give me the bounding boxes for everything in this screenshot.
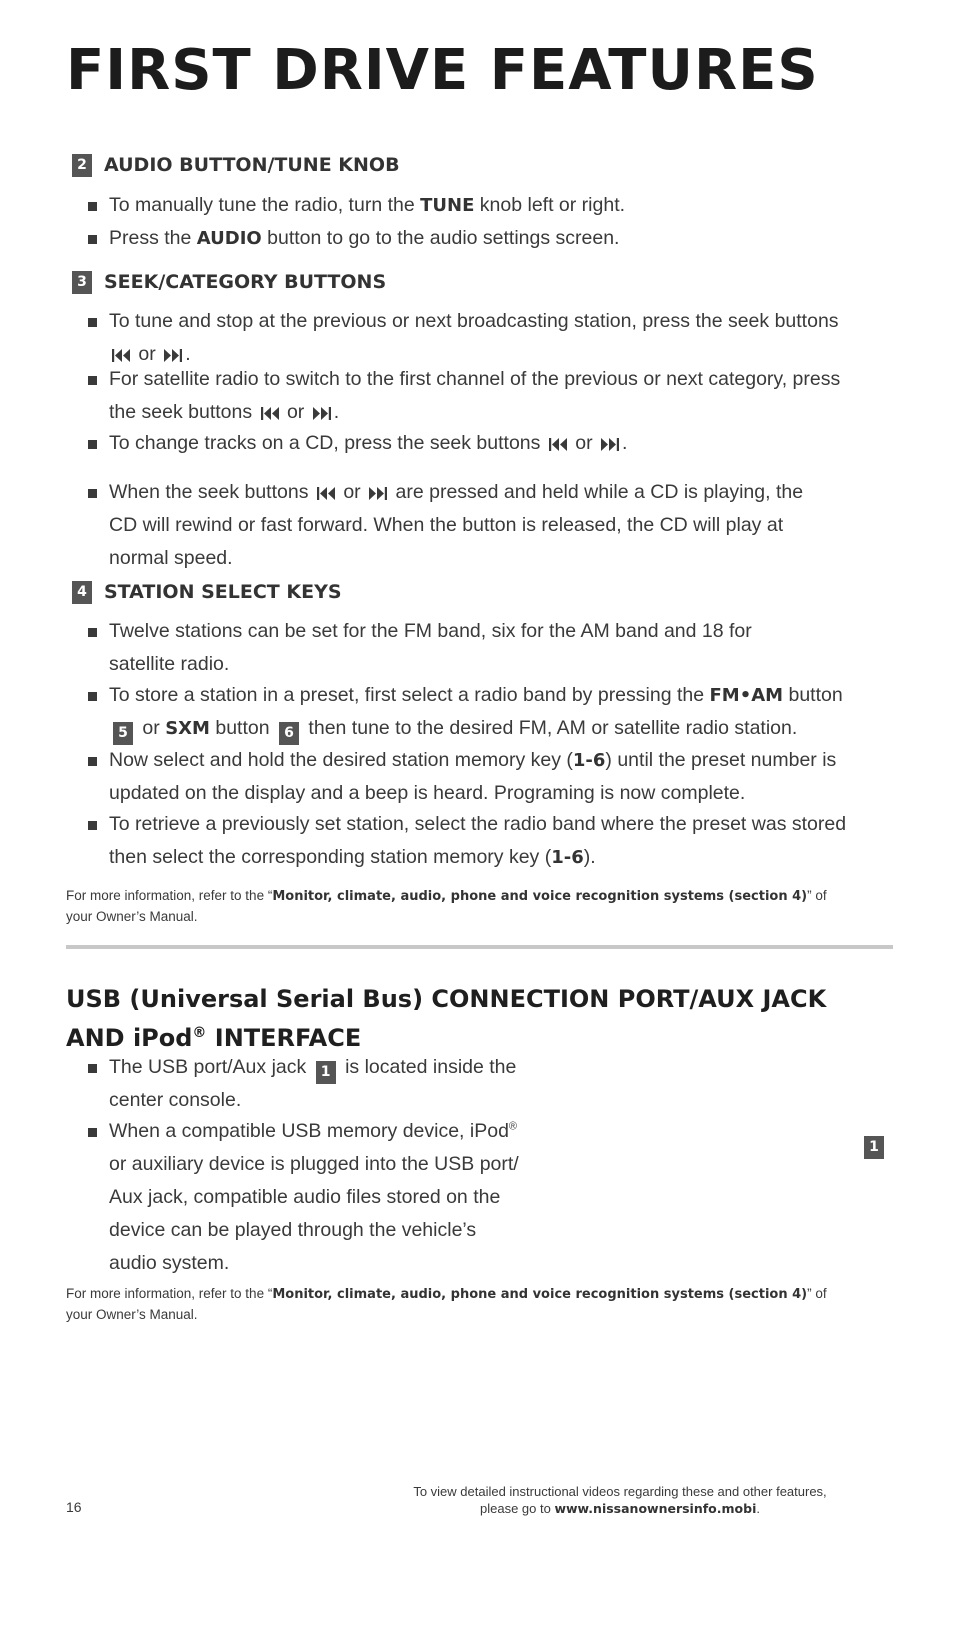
callout-badge-2: 2 (72, 154, 92, 177)
section-2-title: AUDIO BUTTON/TUNE KNOB (104, 154, 400, 176)
seek-back-icon (317, 487, 335, 500)
section-4-heading (72, 578, 342, 606)
sec3-bullet-1: To tune and stop at the previous or next broadcasting station, press the seek buttons or . (109, 310, 839, 365)
callout-badge-1: 1 (316, 1061, 336, 1084)
sec4-bullet-1: Twelve stations can be set for the FM band, six for the AM band and 18 for satellite radio. (109, 620, 752, 675)
seek-back-icon (549, 438, 567, 451)
sec2-bullet-1: To manually tune the radio, turn the TUNE knob left or right. (109, 194, 626, 216)
bullet-icon (88, 1064, 97, 1073)
sec4-bullet-4: To retrieve a previously set station, select the radio band where the preset was stored then select the corresponding station memory key (1-6). (109, 813, 847, 868)
seek-forward-icon (601, 438, 619, 451)
callout-badge-5: 5 (113, 722, 133, 745)
bullet-icon (88, 821, 97, 830)
callout-badge-6: 6 (279, 722, 299, 745)
bullet-icon (88, 202, 97, 211)
bullet-icon (88, 757, 97, 766)
image-callout-badge-1: 1 (864, 1136, 884, 1159)
usb-section-title: USB (Universal Serial Bus) CONNECTION PORT/AUX JACK AND iPod® INTERFACE (66, 985, 827, 1052)
sec3-bullet-2: For satellite radio to switch to the first channel of the previous or next category, press the seek buttons or . (109, 368, 841, 423)
sec4-bullet-2: To store a station in a preset, first select a radio band by pressing the FM•AM button 5 or SXM button 6 then tune to the desired FM, AM or satellite radio station. (109, 679, 843, 745)
usb-bullet-1: The USB port/Aux jack 1 is located inside the center console. (109, 1056, 517, 1111)
bullet-icon (88, 376, 97, 385)
bullet-icon (88, 489, 97, 498)
page-title: FIRST DRIVE FEATURES (66, 38, 819, 103)
bullet-icon (88, 628, 97, 637)
sec4-bullet-3: Now select and hold the desired station memory key (1-6) until the preset number is updated on the display and a beep is heard. Programing is now complete. (109, 749, 837, 804)
seek-back-icon (261, 407, 279, 420)
section-divider (66, 945, 893, 949)
seek-forward-icon (369, 487, 387, 500)
bullet-icon (88, 318, 97, 327)
footer-note: To view detailed instructional videos regarding these and other features, please go to www.nissanownersinfo.mobi. (413, 1484, 827, 1516)
reference-note: For more information, refer to the “Monitor, climate, audio, phone and voice recognition systems (section 4)” of your Owner’s Manual. (66, 1286, 827, 1322)
bullet-icon (88, 235, 97, 244)
sec3-bullet-3: To change tracks on a CD, press the seek buttons or . (109, 432, 628, 454)
section-3-title: SEEK/CATEGORY BUTTONS (104, 271, 387, 293)
usb-bullet-2: When a compatible USB memory device, iPod® or auxiliary device is plugged into the USB port/ Aux jack, compatible audio files stored on the device can be played through the vehicle’s audio system. (109, 1120, 519, 1274)
seek-forward-icon (164, 349, 182, 362)
page-number: 16 (66, 1499, 82, 1515)
section-3-heading (72, 268, 386, 296)
callout-badge-3: 3 (72, 271, 92, 294)
seek-back-icon (112, 349, 130, 362)
sec3-bullet-4: When the seek buttons or are pressed and held while a CD is playing, the CD will rewind or fast forward. When the button is released, the CD will play at normal speed. (109, 481, 804, 569)
seek-forward-icon (313, 407, 331, 420)
section-4-title: STATION SELECT KEYS (104, 581, 342, 603)
bullet-icon (88, 440, 97, 449)
section-2-heading (72, 151, 400, 179)
bullet-icon (88, 692, 97, 701)
reference-note: For more information, refer to the “Monitor, climate, audio, phone and voice recognition systems (section 4)” of your Owner’s Manual. (66, 888, 827, 924)
bullet-icon (88, 1128, 97, 1137)
callout-badge-4: 4 (72, 581, 92, 604)
sec2-bullet-2: Press the AUDIO button to go to the audio settings screen. (109, 227, 620, 249)
footer-link[interactable]: www.nissanownersinfo.mobi (554, 1501, 757, 1516)
